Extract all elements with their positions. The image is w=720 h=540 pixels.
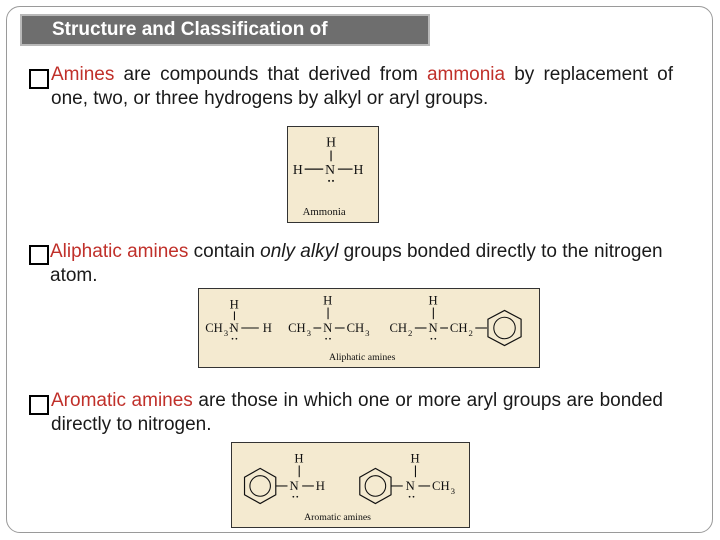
atom-n: N [405, 478, 415, 493]
ammonia-structure [288, 127, 378, 222]
bullet-icon [29, 69, 49, 89]
aromatic-caption: Aromatic amines [304, 512, 371, 524]
aromatic-structures [232, 443, 469, 527]
atom-n: N [428, 320, 438, 335]
slide-title: Structure and Classification of [20, 14, 430, 46]
atom-h: H [428, 293, 438, 308]
text-segment: are those in which one or more aryl groups are bonded directly to nitrogen. [51, 390, 663, 435]
subscript: 3 [450, 485, 456, 496]
paragraph-amines [51, 63, 673, 111]
paragraph-aliphatic [50, 240, 675, 288]
bullet-icon [29, 245, 49, 265]
term-aromatic-amines: Aromatic amines [51, 390, 193, 411]
aliphatic-structures [199, 289, 539, 367]
text-segment: groups bonded directly to the nitrogen atom. [50, 241, 663, 286]
subscript: 3 [306, 327, 311, 338]
subscript: 2 [408, 327, 413, 338]
group-ch3: CH [205, 320, 223, 335]
group-ch2: CH [389, 320, 408, 335]
benzene-ring-icon [360, 468, 391, 503]
atom-h: H [294, 451, 304, 466]
atom-h-left: H [292, 162, 303, 178]
paragraph-aromatic [51, 389, 663, 437]
group-ch3: CH [288, 320, 306, 335]
term-ammonia: ammonia [426, 64, 506, 85]
atom-n: N [325, 162, 336, 178]
group-ch3: CH [432, 478, 450, 493]
atom-h: H [323, 293, 333, 308]
aliphatic-caption: Aliphatic amines [329, 352, 396, 364]
atom-n: N [323, 320, 333, 335]
atom-h: H [315, 478, 325, 493]
aromatic-figure [231, 442, 470, 528]
ammonia-caption: Ammonia [302, 206, 346, 219]
atom-h: H [410, 451, 420, 466]
benzene-ring-icon [245, 468, 276, 503]
term-aliphatic-amines: Aliphatic amines [50, 241, 189, 262]
atom-n: N [289, 478, 299, 493]
term-amines: Amines [51, 64, 115, 85]
group-ch3: CH [346, 320, 365, 335]
bullet-icon [29, 395, 49, 415]
atom-h-right: H [353, 162, 364, 178]
subscript: 3 [365, 327, 370, 338]
aliphatic-figure [198, 288, 540, 368]
text-segment: by replacement of one, two, or three hydrogens by alkyl or aryl groups. [51, 64, 673, 109]
atom-h-top: H [326, 134, 337, 150]
benzene-ring-icon [488, 310, 521, 345]
text-segment: contain [188, 241, 261, 262]
text-segment: are compounds that derived from [114, 64, 427, 85]
subscript: 2 [468, 327, 473, 338]
atom-h: H [262, 320, 272, 335]
atom-n: N [229, 320, 239, 335]
atom-h: H [229, 297, 239, 312]
subscript: 3 [223, 327, 229, 338]
group-ch2: CH [449, 320, 468, 335]
emphasis-only-alkyl: only alkyl [260, 241, 339, 262]
ammonia-figure [287, 126, 379, 223]
